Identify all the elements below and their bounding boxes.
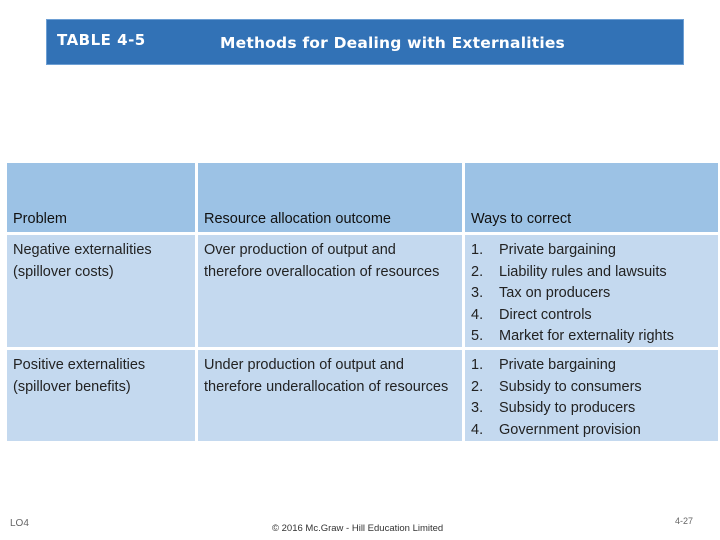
header-outcome: Resource allocation outcome — [198, 163, 462, 232]
list-item — [471, 398, 712, 420]
problem-cell: Positive externalities (spillover benefits) — [7, 350, 195, 441]
table-row — [7, 235, 718, 347]
fixes-cell — [465, 350, 718, 441]
list-item-text: Tax on producers — [499, 285, 611, 301]
list-item — [471, 240, 712, 262]
list-item-text: Private bargaining — [499, 242, 616, 258]
page-number: 4-27 — [675, 516, 694, 526]
list-item-number: 4. — [471, 421, 484, 438]
copyright-notice: © 2016 Mc.Graw - Hill Education Limited — [272, 523, 444, 534]
externalities-table — [7, 163, 718, 441]
list-item-text: Market for externality rights — [499, 328, 674, 344]
list-item — [471, 355, 712, 377]
list-item-number: 3. — [471, 400, 484, 416]
list-item — [471, 262, 712, 284]
list-item — [471, 283, 712, 305]
fixes-cell — [465, 235, 718, 347]
list-item-number: 5. — [471, 328, 484, 344]
fixes-list — [471, 240, 712, 348]
list-item-text: Direct controls — [499, 306, 592, 323]
list-item-text: Government provision — [499, 421, 641, 438]
list-item-text: Private bargaining — [499, 357, 616, 373]
list-item — [471, 326, 712, 348]
list-item-number: 1. — [471, 242, 484, 258]
outcome-cell: Under production of output and therefore underallocation of resources — [198, 350, 462, 441]
list-item-text: Subsidy to consumers — [499, 378, 642, 395]
slide-title: Methods for Dealing with Externalities — [220, 34, 565, 52]
list-item-text: Liability rules and lawsuits — [499, 263, 667, 280]
fixes-list — [471, 355, 712, 441]
header-ways-to-correct: Ways to correct — [465, 163, 718, 232]
list-item — [471, 377, 712, 399]
list-item — [471, 420, 712, 442]
list-item-number: 1. — [471, 357, 484, 373]
table-header-row — [7, 163, 718, 232]
list-item-number: 2. — [471, 263, 484, 280]
table-number-label: TABLE 4-5 — [57, 31, 146, 49]
list-item — [471, 305, 712, 327]
list-item-number: 2. — [471, 378, 484, 395]
table-row — [7, 350, 718, 441]
list-item-number: 3. — [471, 285, 484, 301]
learning-objective-label: LO4 — [10, 518, 29, 529]
list-item-text: Subsidy to producers — [499, 400, 636, 416]
outcome-cell: Over production of output and therefore overallocation of resources — [198, 235, 462, 347]
list-item-number: 4. — [471, 306, 484, 323]
title-bar — [46, 19, 684, 65]
problem-cell: Negative externalities (spillover costs) — [7, 235, 195, 347]
header-problem: Problem — [7, 163, 195, 232]
